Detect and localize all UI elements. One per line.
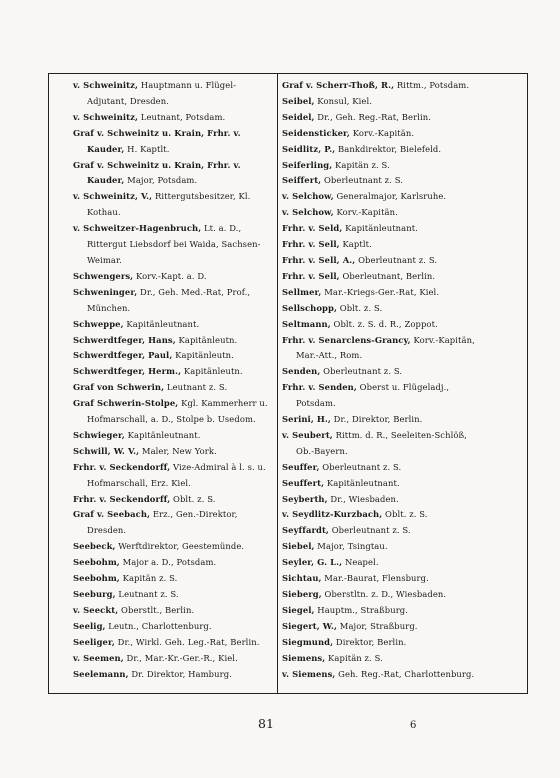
directory-entry: [73, 587, 275, 603]
entry-name: Seuffert,: [282, 477, 325, 488]
entry-name: Frhr. v. Sell,: [282, 270, 340, 281]
entry-details: Werftdirektor, Geestemünde.: [115, 541, 245, 552]
entry-details: Major, Potsdam.: [124, 175, 198, 186]
directory-entry: [282, 476, 480, 492]
entry-details: Kapitänleutnant.: [342, 223, 418, 234]
entry-name: Seidel,: [282, 111, 315, 122]
entry-details: Oberstlt., Berlin.: [118, 604, 195, 615]
entry-details: Leutnant z. S.: [164, 382, 228, 393]
entry-details: Dr. Direktor, Hamburg.: [128, 668, 232, 679]
entry-name: Sellschopp,: [282, 302, 337, 313]
left-column: [73, 78, 275, 682]
directory-entry: [73, 189, 275, 221]
entry-name: Schwerdtfeger, Paul,: [73, 350, 173, 361]
entry-name: Sellmer,: [282, 286, 322, 297]
entry-name: Graf v. Schweinitz u. Krain, Frhr. v. Kauder,: [73, 127, 241, 154]
entry-name: Frhr. v. Seld,: [282, 223, 343, 234]
entry-name: Seidlitz, P.,: [282, 143, 336, 154]
directory-entry: [282, 205, 480, 221]
entry-name: v. Schweinitz,: [73, 111, 139, 122]
entry-details: H. Kaptlt.: [124, 143, 170, 154]
entry-details: Leutnant, Potsdam.: [138, 111, 226, 122]
directory-entry: [282, 619, 480, 635]
entry-details: Bankdirektor, Bielefeld.: [335, 143, 442, 154]
directory-entry: [282, 158, 480, 174]
entry-name: Seebohm,: [73, 573, 120, 584]
entry-name: Seebohm,: [73, 557, 120, 568]
entry-name: Seelig,: [73, 620, 106, 631]
entry-name: Seibel,: [282, 95, 315, 106]
directory-entry: [73, 651, 275, 667]
entry-name: Seiferling,: [282, 159, 333, 170]
entry-name: Seidensticker,: [282, 127, 350, 138]
entry-details: Hauptm., Straßburg.: [314, 604, 409, 615]
entry-name: Frhr. v. Sell,: [282, 239, 340, 250]
entry-details: Generalmajor, Karlsruhe.: [333, 191, 447, 202]
directory-entry: [73, 348, 275, 364]
entry-name: Seiffert,: [282, 175, 322, 186]
entry-name: Seebeck,: [73, 541, 116, 552]
entry-name: v. Seemen,: [73, 652, 124, 663]
entry-details: Major, Tsingtau.: [314, 541, 388, 552]
entry-details: Kapitänleutnant.: [124, 429, 201, 440]
directory-entry: [282, 635, 480, 651]
directory-entry: [73, 110, 275, 126]
entry-details: Korv.-Kapitän.: [333, 207, 398, 218]
entry-name: Seeburg,: [73, 589, 116, 599]
entry-details: Oblt. z. S.: [336, 302, 383, 313]
entry-details: Kapitän z. S.: [325, 652, 383, 663]
right-column: [282, 78, 480, 682]
directory-entry: [282, 317, 480, 333]
entry-name: Graf v. Schweinitz u. Krain, Frhr. v. Kauder,: [73, 159, 241, 186]
sheet-number: 6: [410, 720, 417, 731]
entry-details: Maler, New York.: [139, 445, 217, 456]
directory-entry: [282, 78, 480, 94]
directory-entry: [73, 396, 275, 428]
entry-name: v. Siemens,: [282, 668, 336, 679]
directory-entry: [282, 460, 480, 476]
directory-entry: [282, 571, 480, 587]
directory-entry: [282, 126, 480, 142]
entry-name: v. Schweinitz, V.,: [73, 191, 153, 202]
directory-entry: [73, 364, 275, 380]
entry-details: Kapitänleutnant.: [324, 477, 400, 488]
directory-entry: [73, 285, 275, 317]
directory-entry: [282, 110, 480, 126]
entry-name: Schwerdtfeger, Hans,: [73, 334, 176, 345]
entry-name: Graf von Schwerin,: [73, 382, 165, 393]
directory-entry: [73, 317, 275, 333]
directory-entry: [73, 126, 275, 158]
entry-details: Dr., Geh. Reg.-Rat, Berlin.: [314, 111, 431, 122]
entry-details: Lt. a. D., Rittergut Liebsdorf bei Waida, Sachsen-Weimar.: [87, 223, 261, 265]
entry-details: Major a. D., Potsdam.: [119, 557, 217, 568]
directory-entry: [282, 603, 480, 619]
entry-details: Mar.-Kriegs-Ger.-Rat, Kiel.: [321, 286, 440, 297]
entry-name: Sieberg,: [282, 589, 322, 599]
directory-entry: [282, 94, 480, 110]
directory-entry: [282, 539, 480, 555]
entry-details: Rittergutsbesitzer, Kl. Kothau.: [87, 191, 251, 218]
entry-name: Senden,: [282, 366, 321, 377]
entry-name: v. Selchow,: [282, 191, 334, 202]
entry-details: Korv.-Kapitän.: [349, 127, 415, 138]
entry-name: v. Schweitzer-Hagenbruch,: [73, 223, 202, 234]
directory-entry: [73, 539, 275, 555]
directory-entry: [73, 269, 275, 285]
directory-entry: [73, 460, 275, 492]
entry-name: Frhr. v. Senarclens-Grancy,: [282, 334, 411, 345]
column-divider: [277, 73, 278, 693]
entry-details: Kapitänleutnant.: [123, 318, 200, 329]
entry-details: Oberst u. Flügeladj., Potsdam.: [296, 382, 450, 409]
entry-details: Dr., Direktor, Berlin.: [330, 414, 423, 425]
entry-details: Direktor, Berlin.: [333, 636, 407, 647]
entry-name: v. Seeckt,: [73, 604, 119, 615]
directory-entry: [282, 237, 480, 253]
entry-details: Rittm., Potsdam.: [394, 80, 470, 90]
entry-name: Graf v. Seebach,: [73, 509, 151, 520]
entry-details: Kapitänleutn.: [175, 334, 238, 345]
directory-entry: [282, 587, 480, 603]
directory-entry: [282, 333, 480, 365]
entry-name: v. Seubert,: [282, 429, 333, 440]
entry-name: Frhr. v. Seckendorff,: [73, 461, 171, 472]
entry-details: Leutnant z. S.: [115, 589, 179, 599]
entry-name: Siegert, W.,: [282, 620, 337, 631]
entry-details: Oberleutnant z. S.: [355, 254, 438, 265]
entry-details: Oberleutnant z. S.: [319, 461, 402, 472]
entry-details: Dr., Mar.-Kr.-Ger.-R., Kiel.: [123, 652, 238, 663]
entry-details: Mar.-Baurat, Flensburg.: [321, 573, 429, 584]
entry-details: Korv.-Kapitän, Mar.-Att., Rom.: [296, 334, 475, 361]
entry-details: Oblt. z. S.: [170, 493, 216, 504]
entry-name: Siemens,: [282, 652, 326, 663]
entry-name: Schweppe,: [73, 318, 124, 329]
entry-name: Seeliger,: [73, 636, 115, 647]
entry-details: Dr., Wirkl. Geh. Leg.-Rat, Berlin.: [114, 636, 260, 647]
entry-details: Dr., Geh. Med.-Rat, Prof., München.: [87, 286, 251, 313]
directory-entry: [73, 380, 275, 396]
entry-details: Kaptlt.: [339, 239, 372, 250]
directory-entry: [73, 635, 275, 651]
directory-entry: [282, 492, 480, 508]
directory-entry: [73, 507, 275, 539]
entry-name: Siegmund,: [282, 636, 334, 647]
page-number: 81: [258, 716, 274, 731]
directory-entry: [282, 142, 480, 158]
entry-name: Frhr. v. Seckendorff,: [73, 493, 171, 504]
directory-entry: [282, 428, 480, 460]
entry-details: Oberleutnant, Berlin.: [339, 270, 436, 281]
entry-details: Oberleutnant z. S.: [328, 525, 411, 536]
directory-entry: [282, 301, 480, 317]
entry-name: Frhr. v. Sell, A.,: [282, 254, 356, 265]
entry-name: Serini, H.,: [282, 414, 331, 425]
directory-entry: [73, 619, 275, 635]
directory-entry: [282, 412, 480, 428]
entry-name: Seelemann,: [73, 668, 129, 679]
entry-details: Korv.-Kapt. a. D.: [133, 270, 207, 281]
entry-details: Major, Straßburg.: [337, 620, 418, 631]
directory-entry: [282, 285, 480, 301]
directory-entry: [73, 492, 275, 508]
directory-entry: [73, 667, 275, 683]
entry-details: Oberstltn. z. D., Wiesbaden.: [321, 589, 447, 599]
entry-name: v. Seydlitz-Kurzbach,: [282, 509, 383, 520]
entry-name: Seltmann,: [282, 318, 331, 329]
directory-entry: [282, 253, 480, 269]
directory-entry: [73, 221, 275, 269]
entry-details: Konsul, Kiel.: [314, 95, 373, 106]
entry-details: Vize-Admiral à l. s. u. Hofmarschall, Erz. Kiel.: [87, 461, 266, 488]
directory-entry: [282, 523, 480, 539]
entry-details: Kapitän z. S.: [332, 159, 390, 170]
entry-details: Oblt. z. S. d. R., Zoppot.: [330, 318, 438, 329]
directory-entry: [73, 603, 275, 619]
entry-name: v. Selchow,: [282, 207, 334, 218]
entry-name: Seyler, G. L.,: [282, 557, 343, 568]
entry-name: Frhr. v. Senden,: [282, 382, 357, 393]
entry-name: Siegel,: [282, 604, 315, 615]
entry-details: Rittm. d. R., Seeleiten-Schlöß, Ob.-Bayern.: [296, 429, 467, 456]
entry-name: Schweninger,: [73, 286, 138, 297]
directory-entry: [282, 221, 480, 237]
entry-details: Oberleutnant z. S.: [321, 175, 403, 186]
directory-entry: [73, 158, 275, 190]
directory-entry: [73, 555, 275, 571]
entry-name: Schwieger,: [73, 429, 125, 440]
entry-name: Graf v. Scherr-Thoß, R.,: [282, 80, 395, 90]
directory-entry: [282, 269, 480, 285]
directory-entry: [73, 78, 275, 110]
entry-details: Kapitän z. S.: [119, 573, 178, 584]
entry-name: Schwengers,: [73, 270, 134, 281]
entry-name: Seyffardt,: [282, 525, 329, 536]
entry-details: Oblt. z. S.: [382, 509, 428, 520]
entry-details: Oberleutnant z. S.: [320, 366, 403, 377]
entry-name: Seyberth,: [282, 493, 328, 504]
entry-details: Kgl. Kammerherr u. Hofmarschall, a. D., Stolpe b. Usedom.: [87, 398, 268, 425]
entry-name: Schwill, W. V.,: [73, 445, 140, 456]
entry-details: Kapitänleutn.: [172, 350, 234, 361]
entry-details: Neapel.: [342, 557, 379, 568]
directory-entry: [282, 364, 480, 380]
directory-entry: [73, 571, 275, 587]
directory-entry: [282, 651, 480, 667]
entry-details: Kapitänleutn.: [181, 366, 243, 377]
directory-entry: [73, 444, 275, 460]
directory-entry: [73, 333, 275, 349]
directory-entry: [282, 380, 480, 412]
entry-name: Graf Schwerin-Stolpe,: [73, 398, 179, 409]
directory-entry: [282, 507, 480, 523]
entry-details: Leutn., Charlottenburg.: [105, 620, 212, 631]
directory-entry: [73, 428, 275, 444]
entry-name: Siebel,: [282, 541, 315, 552]
entry-name: v. Schweinitz,: [73, 80, 139, 90]
entry-name: Seuffer,: [282, 461, 320, 472]
entry-details: Dr., Wiesbaden.: [327, 493, 399, 504]
entry-details: Hauptmann u. Flügel-Adjutant, Dresden.: [87, 80, 237, 106]
directory-entry: [282, 667, 480, 683]
directory-entry: [282, 555, 480, 571]
entry-details: Erz., Gen.-Direktor, Dresden.: [87, 509, 238, 536]
directory-entry: [282, 173, 480, 189]
entry-name: Sichtau,: [282, 573, 322, 584]
entry-name: Schwerdtfeger, Herm.,: [73, 366, 182, 377]
entry-details: Geh. Reg.-Rat, Charlottenburg.: [335, 668, 475, 679]
directory-entry: [282, 189, 480, 205]
